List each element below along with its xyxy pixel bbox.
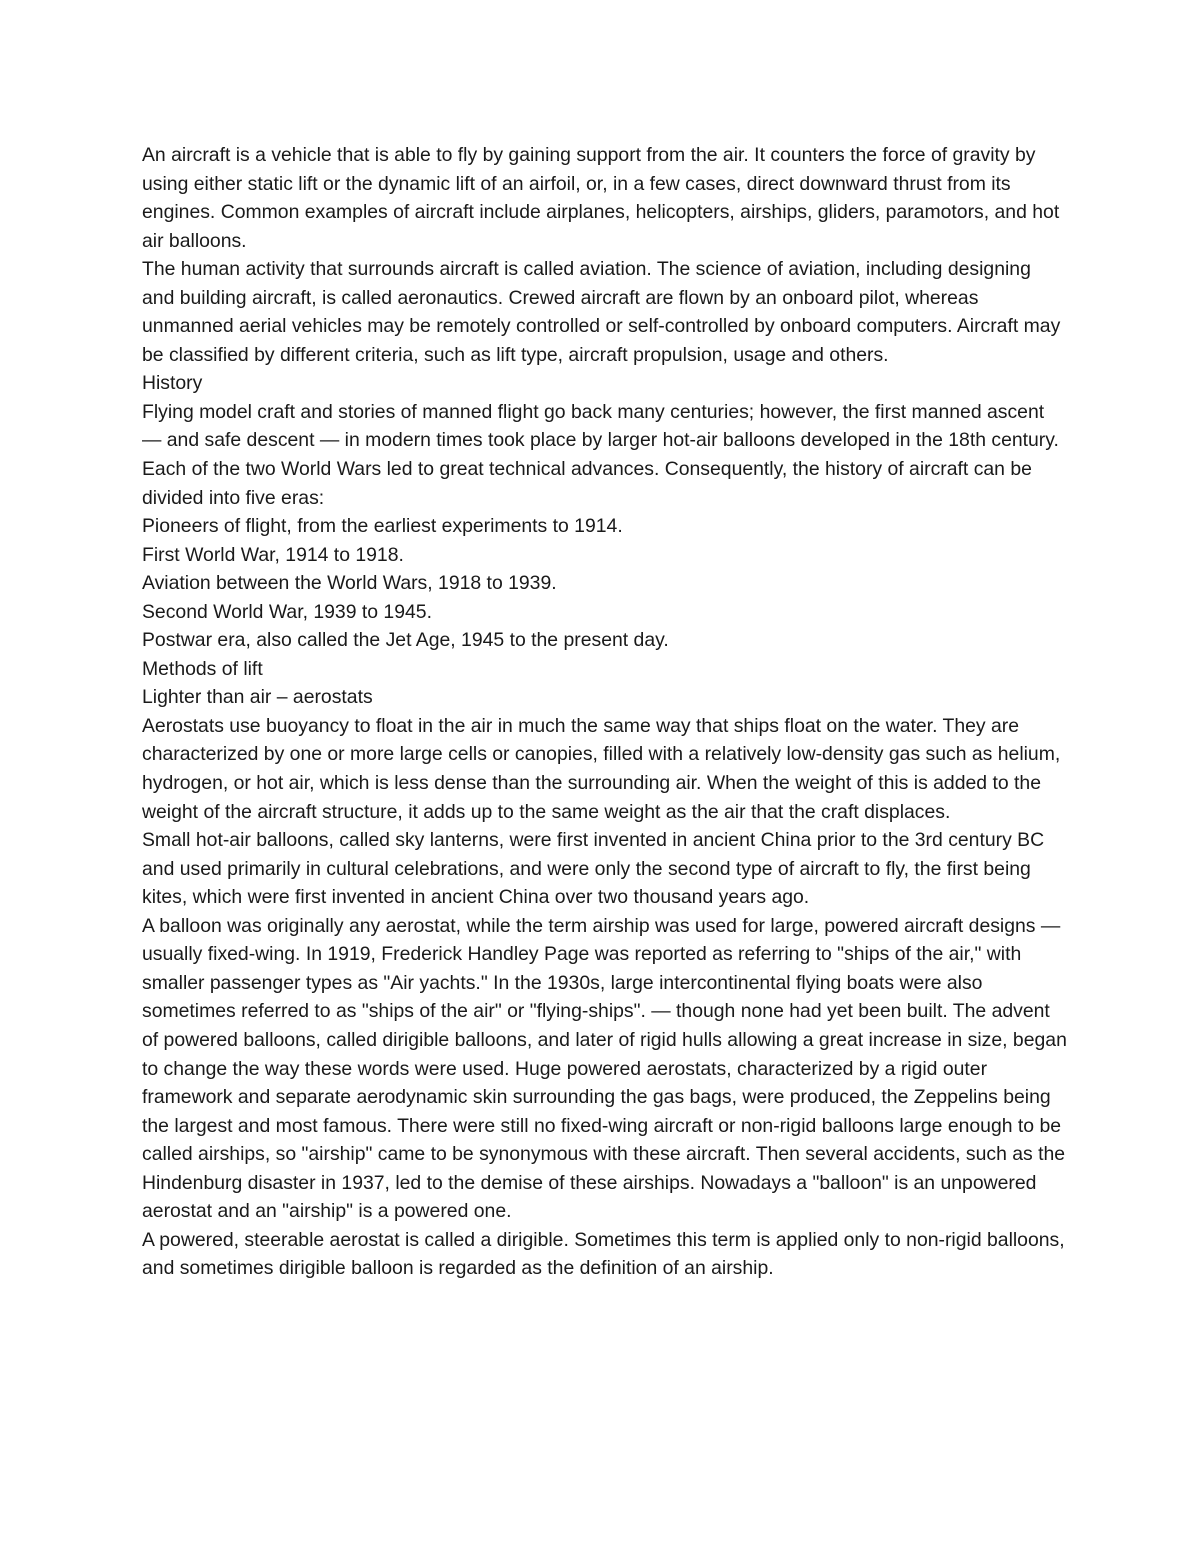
document-body — [142, 141, 1067, 1283]
paragraph-sky-lanterns: Small hot-air balloons, called sky lanterns, were first invented in ancient China prior to the 3rd century BC and used primarily in cultural celebrations, and were only the second type of aircraft to fly, the first being kites, which were first invented in ancient China over two thousand years ago. — [142, 829, 1045, 909]
heading-history: History — [142, 372, 203, 395]
paragraph-aviation: The human activity that surrounds aircraft is called aviation. The science of aviation, including designing and building aircraft, is called aeronautics. Crewed aircraft are flown by an onboard pilot, whereas unmanned aerial vehicles may be remotely controlled or self-controlled by onboard computers. Aircraft may be classified by different criteria, such as lift type, aircraft propulsion, usage and others. — [142, 258, 1061, 366]
era-item-second-world-war: Second World War, 1939 to 1945. — [142, 600, 432, 623]
paragraph-dirigible: A powered, steerable aerostat is called a dirigible. Sometimes this term is applied only to non-rigid balloons, and sometimes dirigible balloon is regarded as the definition of an airship. — [142, 1228, 1065, 1280]
paragraph-aircraft-definition: An aircraft is a vehicle that is able to fly by gaining support from the air. It counters the force of gravity by using either static lift or the dynamic lift of an airfoil, or, in a few cases, direct downward thrust from its engines. Common examples of aircraft include airplanes, helicopters, airships, gliders, paramotors, and hot air balloons. — [142, 144, 1060, 252]
era-item-pioneers: Pioneers of flight, from the earliest experiments to 1914. — [142, 515, 623, 538]
paragraph-history: Flying model craft and stories of manned flight go back many centuries; however, the first manned ascent — and safe descent — in modern times took place by larger hot-air balloons developed in the 18th century. Each of the two World Wars led to great technical advances. Consequently, the history of aircraft can be divided into five eras: — [142, 400, 1059, 509]
era-item-first-world-war: First World War, 1914 to 1918. — [142, 543, 404, 566]
paragraph-aerostats: Aerostats use buoyancy to float in the air in much the same way that ships float on the water. They are characterized by one or more large cells or canopies, filled with a relatively low-density gas such as helium, hydrogen, or hot air, which is less dense than the surrounding air. When the weight of this is added to the weight of the aircraft structure, it adds up to the same weight as the air that the craft displaces. — [142, 714, 1061, 823]
heading-lighter-than-air: Lighter than air – aerostats — [142, 686, 373, 709]
paragraph-balloon-airship: A balloon was originally any aerostat, while the term airship was used for large, powered aircraft designs — usually fixed-wing. In 1919, Frederick Handley Page was reported as referring to "ships of the air," with smaller passenger types as "Air yachts." In the 1930s, large intercontinental flying boats were also sometimes referred to as "ships of the air" or "flying-ships". — though none had yet been built. The advent of powered balloons, called dirigible balloons, and later of rigid hulls allowing a great increase in size, began to change the way these words were used. Huge powered aerostats, characterized by a rigid outer framework and separate aerodynamic skin surrounding the gas bags, were produced, the Zeppelins being the largest and most famous. There were still no fixed-wing aircraft or non-rigid balloons large enough to be called airships, so "airship" came to be synonymous with these aircraft. Then several accidents, such as the Hindenburg disaster in 1937, led to the demise of these airships. Nowadays a "balloon" is an unpowered aerostat and an "airship" is a powered one. — [142, 914, 1067, 1223]
era-item-interwar: Aviation between the World Wars, 1918 to 1939. — [142, 572, 557, 595]
heading-methods-of-lift: Methods of lift — [142, 657, 263, 680]
era-item-postwar: Postwar era, also called the Jet Age, 1945 to the present day. — [142, 629, 669, 652]
